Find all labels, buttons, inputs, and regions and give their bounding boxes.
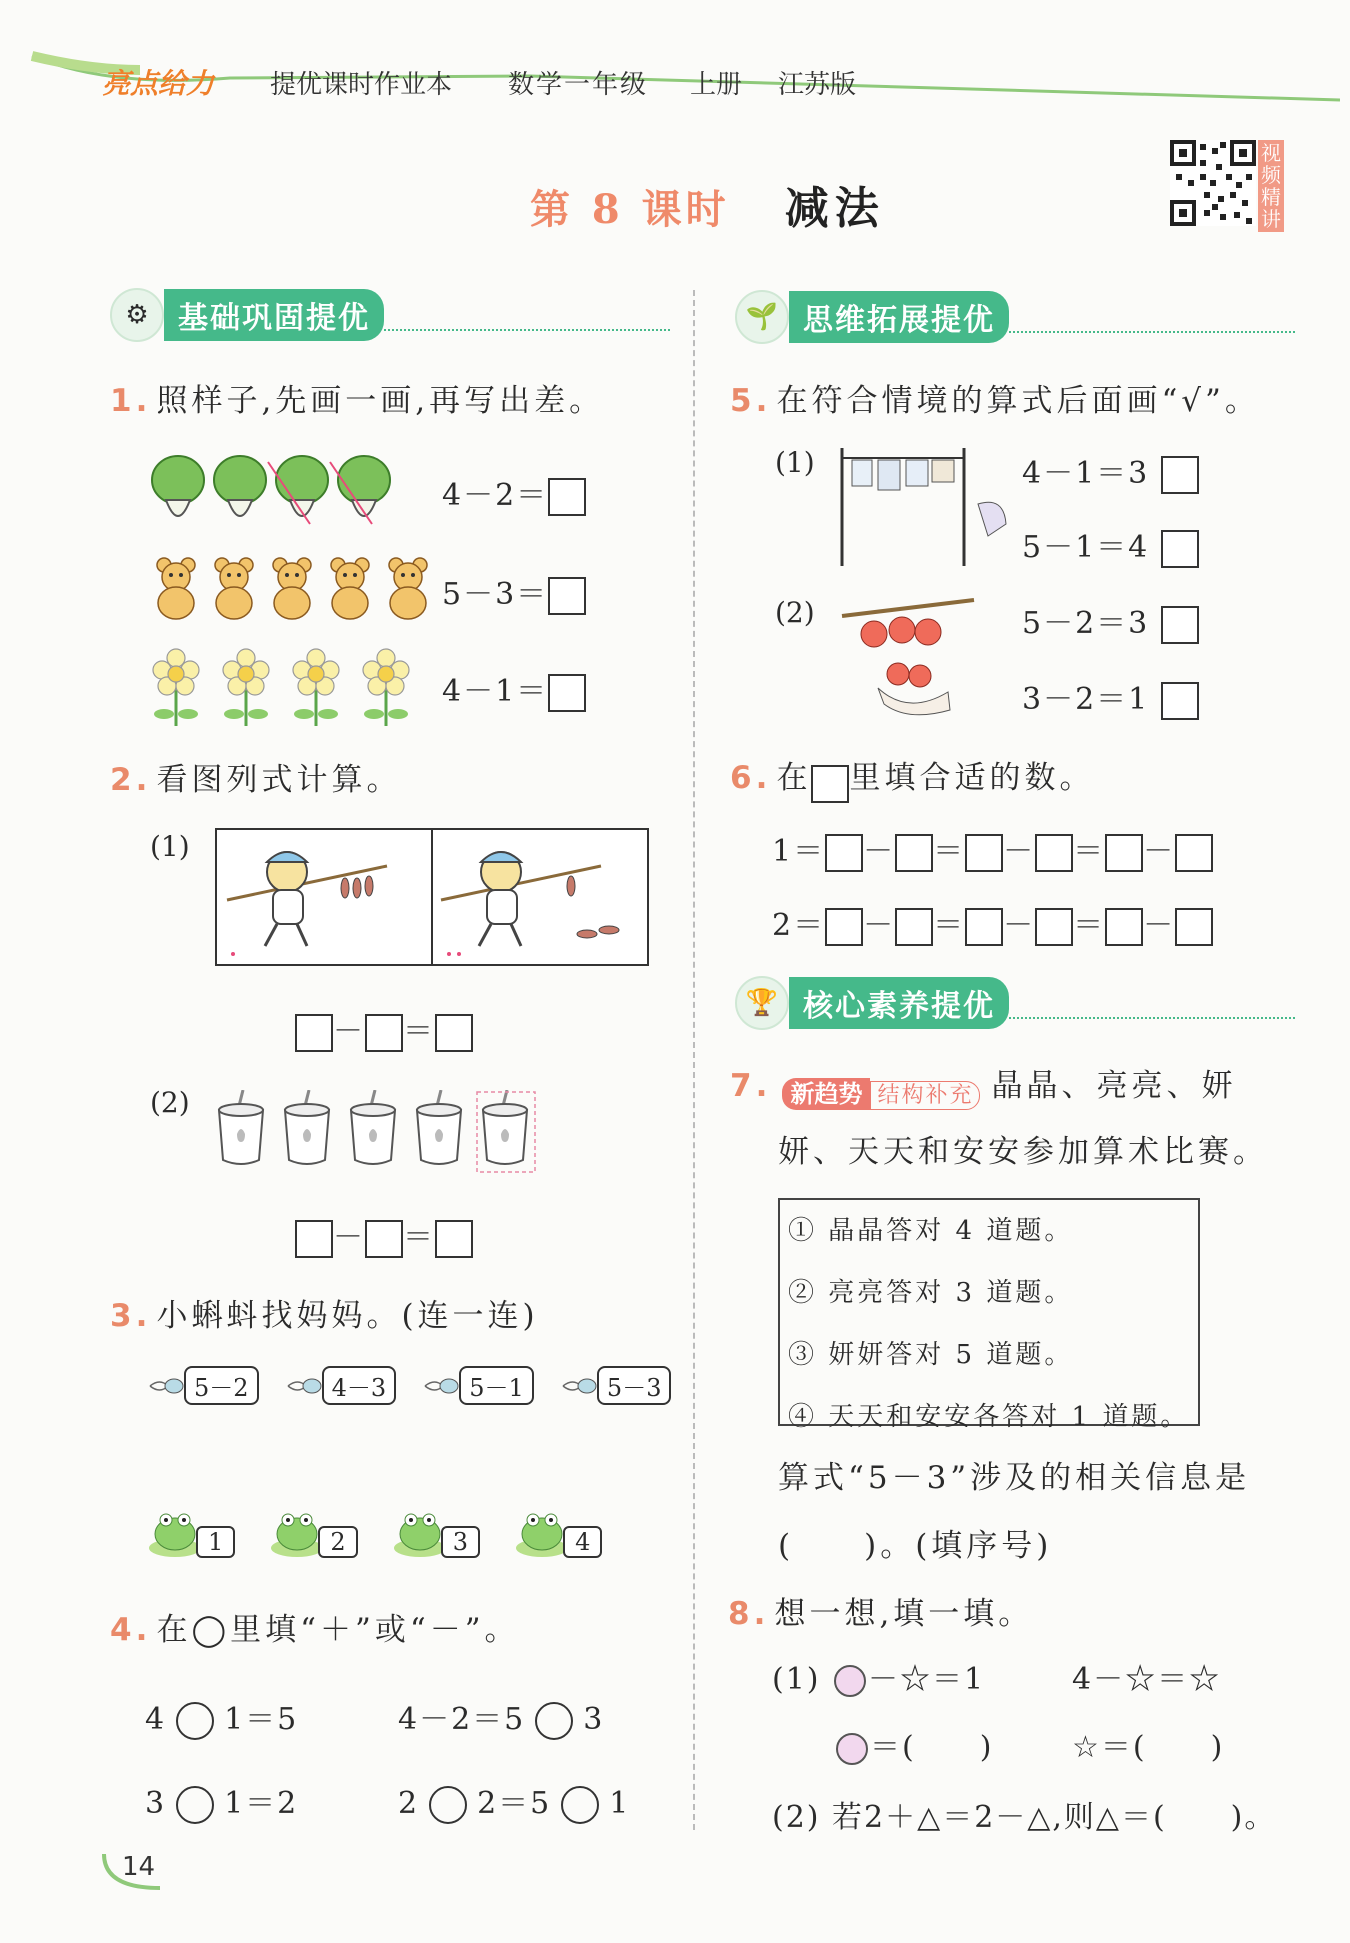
section-basic-rule [384, 329, 670, 331]
q4-number: 4. [110, 1612, 152, 1648]
q7-number: 7. [730, 1068, 772, 1104]
q7-badge [782, 1074, 980, 1109]
frog-2-number: 2 [318, 1526, 357, 1558]
q2-prompt [110, 754, 401, 799]
q1-row-1-expr: 4－2＝ [442, 478, 549, 513]
q5-text: 在符合情境的算式后面画“√”。 [776, 383, 1260, 419]
lesson-title [530, 172, 885, 236]
q3-prompt [110, 1290, 539, 1335]
q8-part-1-row-1b [1072, 1654, 1221, 1698]
flower-icon [150, 648, 430, 728]
q6-row-2-lead: 2＝ [772, 908, 826, 943]
q7-info-3: ③ 妍妍答对 5 道题。 [788, 1340, 1074, 1370]
q4-item-4-c: 1 [609, 1786, 631, 1821]
q6-r1-box-4[interactable] [1035, 834, 1073, 872]
q2-p2-box-c[interactable] [435, 1220, 473, 1258]
tadpole-2-expr: 4－3 [322, 1366, 397, 1405]
q7-info-2: ② 亮亮答对 3 道题。 [788, 1278, 1074, 1308]
q4-item-3-b: 1＝2 [224, 1786, 299, 1821]
section-basic [110, 290, 670, 340]
q6-r1-minus-3: － [1143, 834, 1176, 869]
tadpole-row [148, 1366, 693, 1405]
q5-prompt [730, 375, 1260, 420]
q8-eq-2: 4－☆＝☆ [1072, 1662, 1222, 1697]
q4-item-2-b: 3 [583, 1702, 605, 1737]
q1-row-3 [150, 648, 610, 728]
q1-row-2-expr: 5－3＝ [442, 577, 549, 612]
cat-fishing-icon [217, 830, 647, 964]
q2-p1-box-a[interactable] [295, 1014, 333, 1052]
tadpole-4[interactable] [561, 1366, 672, 1405]
q6-r2-box-2[interactable] [895, 908, 933, 946]
frog-icon [148, 1504, 202, 1558]
q4-item-1-b: 1＝5 [224, 1702, 299, 1737]
q4-item-4 [398, 1778, 630, 1824]
book-volume: 上册 [690, 70, 743, 100]
frog-1-number: 1 [196, 1526, 235, 1558]
tadpole-4-expr: 5－3 [597, 1366, 672, 1405]
tadpole-icon [286, 1376, 322, 1396]
q8-part-1-row-1 [772, 1654, 985, 1699]
q4-item-4-a: 2 [398, 1786, 420, 1821]
gear-leaf-icon: ⚙ [110, 288, 164, 342]
q8-part-1-label: (1) [772, 1662, 821, 1697]
q6-r2-minus-1: － [863, 908, 896, 943]
q2-p1-equals: ＝ [403, 1014, 435, 1049]
q7-question: 算式“5－3”涉及的相关信息是 [778, 1460, 1251, 1496]
q3-text: 小蝌蚪找妈妈。(连一连) [156, 1298, 539, 1334]
series-name: 提优课时作业本 [270, 70, 453, 100]
q5-part-1-label: (1) [775, 446, 815, 479]
q6-row-2 [772, 900, 1213, 946]
q1-row-3-expr: 4－1＝ [442, 674, 549, 709]
q4-item-3-a: 3 [145, 1786, 167, 1821]
book-edition: 江苏版 [778, 70, 857, 100]
q1-row-3-equation [442, 666, 586, 712]
q6-r2-eq-1: ＝ [933, 908, 966, 943]
q1-row-1 [150, 452, 610, 532]
q5-number: 5. [730, 383, 772, 419]
q5-eq-1-check-box[interactable] [1161, 456, 1199, 494]
lesson-number: 第 8 课时 [530, 186, 730, 233]
q6-r1-box-1[interactable] [825, 834, 863, 872]
q5-eq-3 [1022, 598, 1199, 644]
sprout-icon: 🌱 [735, 290, 789, 344]
q5-eq-2-check-box[interactable] [1161, 530, 1199, 568]
q2-p1-minus: － [333, 1014, 365, 1049]
q6-r1-eq-1: ＝ [933, 834, 966, 869]
frog-row [148, 1504, 632, 1562]
q8-part-2[interactable]: (2) 若2＋△＝2－△,则△＝( )。 [772, 1800, 1277, 1835]
q4-item-4-b: 2＝5 [477, 1786, 552, 1821]
q1-row-1-answer-box[interactable] [548, 478, 586, 516]
q6-r2-minus-2: － [1003, 908, 1036, 943]
q4-item-1-a: 4 [145, 1702, 167, 1737]
q7-badge-trend: 新趋势 [782, 1078, 870, 1110]
q8-text: 想一想,填一填。 [774, 1596, 1034, 1632]
frog-3-number: 3 [441, 1526, 480, 1558]
q4-prompt [110, 1604, 520, 1649]
q4-text: 在◯里填“＋”或“－”。 [156, 1612, 520, 1648]
frog-4-number: 4 [563, 1526, 602, 1558]
q5-eq-2 [1022, 522, 1199, 568]
q6-row-1-lead: 1＝ [772, 834, 826, 869]
q5-eq-2-text: 5－1＝4 [1022, 530, 1150, 565]
q8-part-1-row-2b [1072, 1722, 1224, 1766]
tadpole-icon [148, 1376, 184, 1396]
q2-p2-minus: － [333, 1220, 365, 1255]
tadpole-icon [561, 1376, 597, 1396]
q8-eq-1: －☆＝1 [868, 1662, 986, 1697]
q7-info-box [778, 1198, 1200, 1432]
tadpole-3-expr: 5－1 [459, 1366, 534, 1405]
q5-eq-3-check-box[interactable] [1161, 606, 1199, 644]
frog-1[interactable] [148, 1504, 235, 1558]
book-name: 数学一年级 [508, 70, 649, 100]
q5-eq-4-check-box[interactable] [1161, 682, 1199, 720]
q6-prompt [730, 752, 1094, 803]
q2-part-1-equation [295, 1006, 473, 1052]
clothesline-icon [838, 444, 1018, 570]
q4-item-2 [398, 1694, 604, 1740]
q3-number: 3. [110, 1298, 152, 1334]
brand-logo: 亮点给力 [102, 67, 215, 100]
frog-icon [270, 1504, 324, 1558]
section-core-rule [1009, 1017, 1295, 1019]
frog-2[interactable] [270, 1504, 357, 1558]
teddy-bear-icon [150, 555, 440, 625]
q7-text-line-2: 妍、天天和安安参加算术比赛。 [778, 1134, 1268, 1170]
q5-eq-4 [1022, 674, 1199, 720]
q6-r1-box-5[interactable] [1105, 834, 1143, 872]
q7-info-1: ① 晶晶答对 4 道题。 [788, 1216, 1074, 1246]
section-thinking-rule [1009, 331, 1295, 333]
q6-r2-box-3[interactable] [965, 908, 1003, 946]
q2-part-2-label: (2) [150, 1086, 190, 1119]
frog-icon [515, 1504, 569, 1558]
q1-row-1-equation [442, 470, 586, 516]
q6-r2-box-6[interactable] [1175, 908, 1213, 946]
q1-number: 1. [110, 383, 152, 419]
q5-eq-1 [1022, 448, 1199, 494]
tadpole-1-expr: 5－2 [184, 1366, 259, 1405]
qr-code-icon [1170, 140, 1256, 226]
q4-item-4-circle-2[interactable] [561, 1786, 599, 1824]
q2-number: 2. [110, 762, 152, 798]
q2-text: 看图列式计算。 [156, 762, 402, 798]
q6-r2-box-1[interactable] [825, 908, 863, 946]
q8-answer-star[interactable]: ☆＝( ) [1072, 1730, 1225, 1765]
tadpole-2[interactable] [286, 1366, 397, 1405]
q6-sample-box [811, 765, 849, 803]
q5-eq-4-text: 3－2＝1 [1022, 682, 1150, 717]
q6-r1-eq-2: ＝ [1073, 834, 1106, 869]
section-thinking-title: 思维拓展提优 [789, 291, 1009, 343]
tadpole-3[interactable] [423, 1366, 534, 1405]
q1-prompt [110, 375, 604, 420]
video-tag: 视频精讲 [1258, 140, 1284, 232]
q7-prompt [730, 1060, 1237, 1109]
q6-r2-box-4[interactable] [1035, 908, 1073, 946]
frog-3[interactable] [393, 1504, 480, 1558]
q4-item-4-circle-1[interactable] [429, 1786, 467, 1824]
q7-text-line-1: 晶晶、亮亮、妍 [991, 1068, 1237, 1104]
q6-r2-minus-3: － [1143, 908, 1176, 943]
q4-item-2-a: 4－2＝5 [398, 1702, 526, 1737]
frog-4[interactable] [515, 1504, 602, 1558]
q8-prompt [728, 1588, 1033, 1633]
q1-row-3-answer-box[interactable] [548, 674, 586, 712]
q2-p2-box-a[interactable] [295, 1220, 333, 1258]
page-number-text: 14 [122, 1852, 156, 1882]
q6-number: 6. [730, 760, 772, 796]
q5-eq-3-text: 5－2＝3 [1022, 606, 1150, 641]
q6-row-1 [772, 826, 1213, 872]
q6-text-a: 在 [776, 760, 812, 796]
header-bar [30, 48, 1340, 108]
section-core-title: 核心素养提优 [789, 977, 1009, 1029]
q1-text: 照样子,先画一画,再写出差。 [156, 383, 605, 419]
q7-info-4: ④ 天天和安安各答对 1 道题。 [788, 1402, 1190, 1432]
qr-code[interactable] [1170, 140, 1256, 226]
q5-eq-1-text: 4－1＝3 [1022, 456, 1150, 491]
q2-part-1-label: (1) [150, 830, 190, 863]
yogurt-cup-icon [215, 1090, 555, 1174]
q2-p2-equals: ＝ [403, 1220, 435, 1255]
q6-r1-box-2[interactable] [895, 834, 933, 872]
q1-row-2-equation [442, 569, 586, 615]
section-thinking [735, 292, 1295, 342]
tadpole-icon [423, 1376, 459, 1396]
lesson-topic: 减法 [784, 183, 885, 234]
q6-r1-minus-2: － [1003, 834, 1036, 869]
q2-p2-box-b[interactable] [365, 1220, 403, 1258]
q8-answer-circle[interactable]: ＝( ) [870, 1730, 994, 1765]
q7-badge-supplement: 结构补充 [870, 1081, 980, 1110]
q6-r1-box-3[interactable] [965, 834, 1003, 872]
q4-item-3-circle[interactable] [176, 1786, 214, 1824]
q6-r2-box-5[interactable] [1105, 908, 1143, 946]
circle-shape-icon [834, 1731, 870, 1767]
q4-item-1-circle[interactable] [176, 1702, 214, 1740]
q2-part-2-equation [295, 1212, 473, 1258]
persimmon-branch-icon [838, 592, 978, 718]
header-swoosh-icon [30, 48, 1340, 108]
q4-item-2-circle[interactable] [535, 1702, 573, 1740]
trophy-icon: 🏆 [735, 976, 789, 1030]
column-divider [693, 290, 695, 1830]
q7-answer-blank[interactable]: ( )。(填序号) [778, 1528, 1053, 1564]
q1-row-2 [150, 555, 610, 625]
q2-p1-box-b[interactable] [365, 1014, 403, 1052]
tadpole-1[interactable] [148, 1366, 259, 1405]
section-core [735, 978, 1295, 1028]
frog-icon [393, 1504, 447, 1558]
q2-part-1-picture [215, 828, 649, 966]
q6-r2-eq-2: ＝ [1073, 908, 1106, 943]
section-basic-title: 基础巩固提优 [164, 289, 384, 341]
cabbage-icon [150, 452, 430, 532]
q8-number: 8. [728, 1596, 770, 1632]
q5-part-2-label: (2) [775, 596, 815, 629]
q6-r1-box-6[interactable] [1175, 834, 1213, 872]
circle-shape-icon [832, 1663, 868, 1699]
q2-p1-box-c[interactable] [435, 1014, 473, 1052]
q4-item-1 [145, 1694, 298, 1740]
q6-text-b: 里填合适的数。 [849, 760, 1095, 796]
q6-r1-minus-1: － [863, 834, 896, 869]
q1-row-2-answer-box[interactable] [548, 577, 586, 615]
q8-part-1-row-2 [834, 1722, 993, 1767]
q4-item-3 [145, 1778, 298, 1824]
